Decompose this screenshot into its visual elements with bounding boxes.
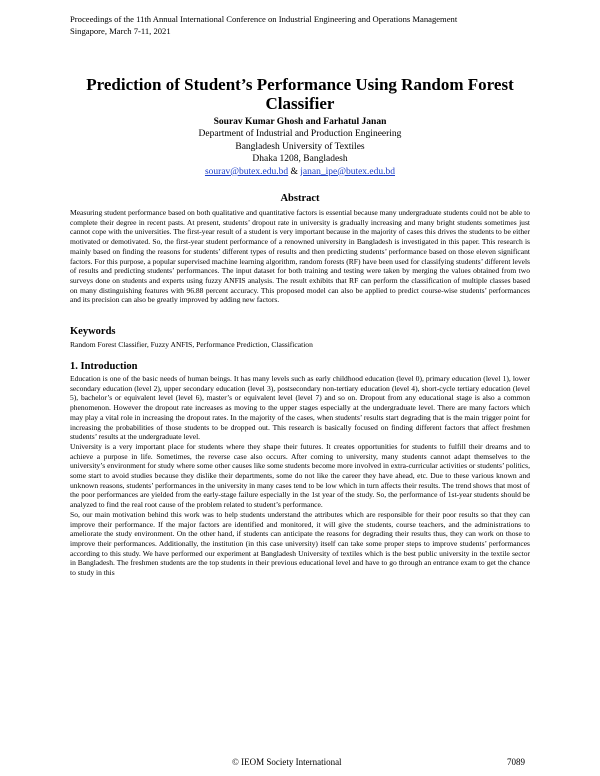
section-heading-introduction: 1. Introduction <box>70 361 138 372</box>
city: Dhaka 1208, Bangladesh <box>252 154 348 165</box>
email-link-2[interactable]: janan_ipe@butex.edu.bd <box>300 166 396 177</box>
email-separator: & <box>288 166 301 177</box>
intro-paragraph-2: University is a very important place for students where they shape their futures. It creates opportunities for students to fulfill their dreams and to achieve a purpose in life. Sometimes, the reverse case also occurs. After coming to university, many students cannot adapt themselves to the university’s environment for study where some other causes like some students become more involved in extra-curricular activities or students’ politics, some start to avoid studies because they dislike their departments, some do not like the career they have ahead, etc. Due to these various known and unknown reasons, students’ performances in the university in many cases tend to be low which in turn affects their results. The trend shows that most of the poor performances are yielded from the early-stage failure especially in the 1st year of the study. So, the performance of 1st-year students should be analyzed to find the real root cause of the problem related to student’s performance. <box>70 441 530 510</box>
conference-name: Proceedings of the 11th Annual International Conference on Industrial Engineering and Operations Management <box>70 14 458 24</box>
footer-copyright: © IEOM Society International <box>232 757 342 767</box>
page-number: 7089 <box>507 757 525 767</box>
conference-location-date: Singapore, March 7-11, 2021 <box>70 25 171 36</box>
author-block <box>70 116 530 178</box>
introduction-body <box>70 374 530 578</box>
author-names: Sourav Kumar Ghosh and Farhatul Janan <box>213 117 387 127</box>
keywords-heading: Keywords <box>70 326 116 337</box>
keywords-text: Random Forest Classifier, Fuzzy ANFIS, Performance Prediction, Classification <box>70 340 313 349</box>
abstract-heading: Abstract <box>280 193 320 204</box>
email-link-1[interactable]: sourav@butex.edu.bd <box>204 166 289 177</box>
paper-title: Prediction of Student’s Performance Using Random Forest Classifier <box>86 75 514 113</box>
intro-paragraph-3: So, our main motivation behind this work was to help students understand the attributes which are responsible for their poor results so that they can improve their performance. If the major factors are identified and monitored, it will give the students, course teachers, and the administrations to ameliorate the study environment. On the other hand, if students can anticipate the reasons for degrading their results thus, they can work on those to improve their performances. Additionally, the institution (in this case university) itself can take some proper steps to improve students’ performances according to this study. We have performed our experiment at Bangladesh University of textiles which is the best public university in the textile sector in Bangladesh. The freshmen students are the top students in their previous educational level and have to go through an entrance exam to get the chance to study in this <box>70 509 530 578</box>
university: Bangladesh University of Textiles <box>235 141 365 152</box>
department: Department of Industrial and Production Engineering <box>198 129 402 140</box>
email-line <box>70 166 530 178</box>
intro-paragraph-1: Education is one of the basic needs of human beings. It has many levels such as early childhood education (level 0), primary education (level 1), lower secondary education (level 2), upper secondary education (level 3), postsecondary non-tertiary education (level 4), short-cycle tertiary education (level 5), bachelor’s or equivalent level (level 6), master’s or equivalent level (level 7) and so on. Dropout from any educational stage is also a common phenomenon. However the dropout rate increases as moving to the upper stages especially at the undergraduate level. There are many factors which may play a vital role in increasing the dropout rates. In the majority of the cases, when students’ results start degrading that is the main trigger point for increasing the probabilities of those students to be dropped out. This research is basically focused on finding different factors that affect freshmen students’ results at the undergraduate level. <box>70 374 530 442</box>
abstract-text: Measuring student performance based on both qualitative and quantitative factors is essential because many undergraduate students could not be able to complete their degree in recent pasts. At present, students’ dropout rate in university is gradually increasing and many bright students sometimes just cannot cope with the universities. The first-year result of a student is very important because in the majority of cases this drives the students to be either motivated or demotivated. So, the first-year student performance of a renowned university in Bangladesh is investigated in this paper. This research is mainly based on finding the reasons for students’ different types of results and then predicting students’ performance based on those eleven significant factors. For this purpose, a popular supervised machine learning algorithm, random forests (RF) have been used for classifying students’ different levels of results and predicting students’ performances. The input dataset for both training and testing were taken by merging the values obtained from two surveys done on students and experts using fuzzy ANFIS analysis. The result exhibits that RF can perform the classification of multiple classes based on many distinguishing features with 96.88 percent accuracy. This proposed model can also be applied to predict course-wise students’ performances and its precision can also be greatly improved by adding new factors. <box>70 208 530 305</box>
running-head <box>70 14 550 37</box>
